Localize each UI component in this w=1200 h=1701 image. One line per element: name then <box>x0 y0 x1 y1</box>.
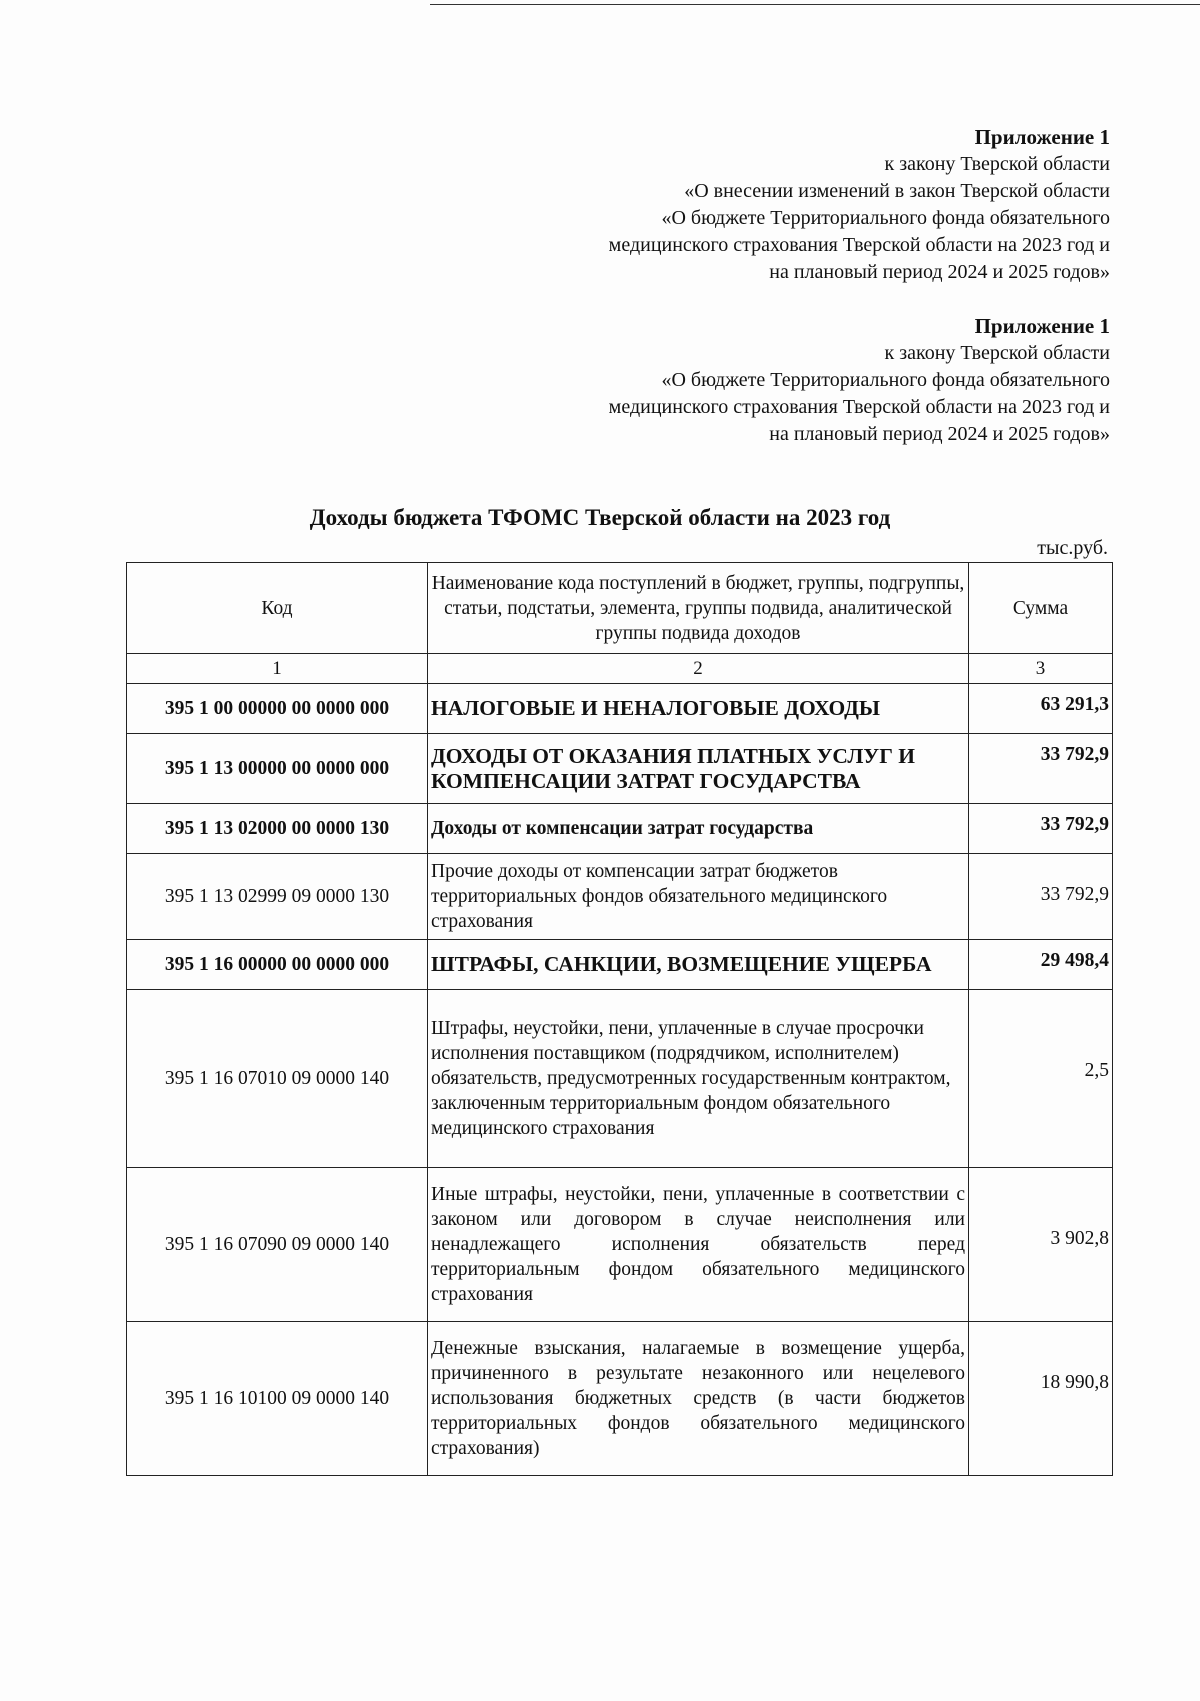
row-name: Иные штрафы, неустойки, пени, уплаченные в соответствии с законом или договором в случае неисполнения или ненадлежащего исполнения обязательств перед территориальным фондом обязательного медицинского страхования <box>428 1168 969 1322</box>
row-name: Штрафы, неустойки, пени, уплаченные в случае просрочки исполнения поставщиком (подрядчиком, исполнителем) обязательств, предусмотренных государственным контрактом, заключенным территориальным фондом обязательного медицинского страхования <box>428 990 969 1168</box>
appendix-line: медицинского страхования Тверской области на 2023 год и <box>608 234 1110 256</box>
row-name: Денежные взыскания, налагаемые в возмещение ущерба, причиненного в результате незаконного или нецелевого использования бюджетных средств (в части бюджетов территориальных фондов обязательного медицинского страхования) <box>428 1322 969 1476</box>
units-label: тыс.руб. <box>1037 537 1108 559</box>
document-title: Доходы бюджета ТФОМС Тверской области на 2023 год <box>309 505 891 530</box>
row-name: Прочие доходы от компенсации затрат бюджетов территориальных фондов обязательного медицинского страхования <box>428 854 969 940</box>
column-number: 1 <box>127 654 428 684</box>
appendix-current-law <box>609 124 1110 286</box>
row-sum: 3 902,8 <box>969 1168 1113 1322</box>
appendix-heading: Приложение 1 <box>974 125 1110 149</box>
appendix-line: «О бюджете Территориального фонда обязательного <box>661 207 1110 229</box>
table-row <box>127 734 1113 804</box>
row-code: 395 1 13 02000 00 0000 130 <box>127 804 428 854</box>
table-row <box>127 854 1113 940</box>
appendix-line: медицинского страхования Тверской области на 2023 год и <box>608 396 1110 418</box>
row-sum: 33 792,9 <box>969 854 1113 940</box>
appendix-line: на плановый период 2024 и 2025 годов» <box>769 261 1110 283</box>
row-code: 395 1 16 07010 09 0000 140 <box>127 990 428 1168</box>
appendix-original-law <box>609 313 1110 448</box>
table-row <box>127 804 1113 854</box>
column-number: 2 <box>428 654 969 684</box>
appendix-line: «О бюджете Территориального фонда обязательного <box>661 369 1110 391</box>
column-number: 3 <box>969 654 1113 684</box>
appendix-line: к закону Тверской области <box>884 153 1110 175</box>
row-sum: 33 792,9 <box>969 734 1113 804</box>
row-sum: 18 990,8 <box>969 1322 1113 1476</box>
appendix-line: к закону Тверской области <box>884 342 1110 364</box>
row-sum: 33 792,9 <box>969 804 1113 854</box>
row-code: 395 1 13 00000 00 0000 000 <box>127 734 428 804</box>
header-code: Код <box>127 563 428 654</box>
row-sum: 63 291,3 <box>969 684 1113 734</box>
appendix-heading: Приложение 1 <box>974 314 1110 338</box>
table-row <box>127 1322 1113 1476</box>
table-row <box>127 1168 1113 1322</box>
income-table <box>126 562 1113 1476</box>
row-code: 395 1 16 07090 09 0000 140 <box>127 1168 428 1322</box>
table-row <box>127 684 1113 734</box>
row-name: НАЛОГОВЫЕ И НЕНАЛОГОВЫЕ ДОХОДЫ <box>428 684 969 734</box>
row-name: Доходы от компенсации затрат государства <box>428 804 969 854</box>
row-code: 395 1 16 10100 09 0000 140 <box>127 1322 428 1476</box>
table-row <box>127 990 1113 1168</box>
row-sum: 2,5 <box>969 990 1113 1168</box>
top-rule <box>430 4 1200 5</box>
column-number-row <box>127 654 1113 684</box>
row-name: ШТРАФЫ, САНКЦИИ, ВОЗМЕЩЕНИЕ УЩЕРБА <box>428 940 969 990</box>
appendix-line: на плановый период 2024 и 2025 годов» <box>769 423 1110 445</box>
appendix-line: «О внесении изменений в закон Тверской области <box>684 180 1110 202</box>
row-sum: 29 498,4 <box>969 940 1113 990</box>
row-name: ДОХОДЫ ОТ ОКАЗАНИЯ ПЛАТНЫХ УСЛУГ И КОМПЕНСАЦИИ ЗАТРАТ ГОСУДАРСТВА <box>428 734 969 804</box>
row-code: 395 1 13 02999 09 0000 130 <box>127 854 428 940</box>
header-name: Наименование кода поступлений в бюджет, группы, подгруппы, статьи, подстатьи, элемента, группы подвида, аналитической группы подвида доходов <box>428 563 969 654</box>
header-sum: Сумма <box>969 563 1113 654</box>
table-row <box>127 940 1113 990</box>
row-code: 395 1 00 00000 00 0000 000 <box>127 684 428 734</box>
table-header-row <box>127 563 1113 654</box>
row-code: 395 1 16 00000 00 0000 000 <box>127 940 428 990</box>
